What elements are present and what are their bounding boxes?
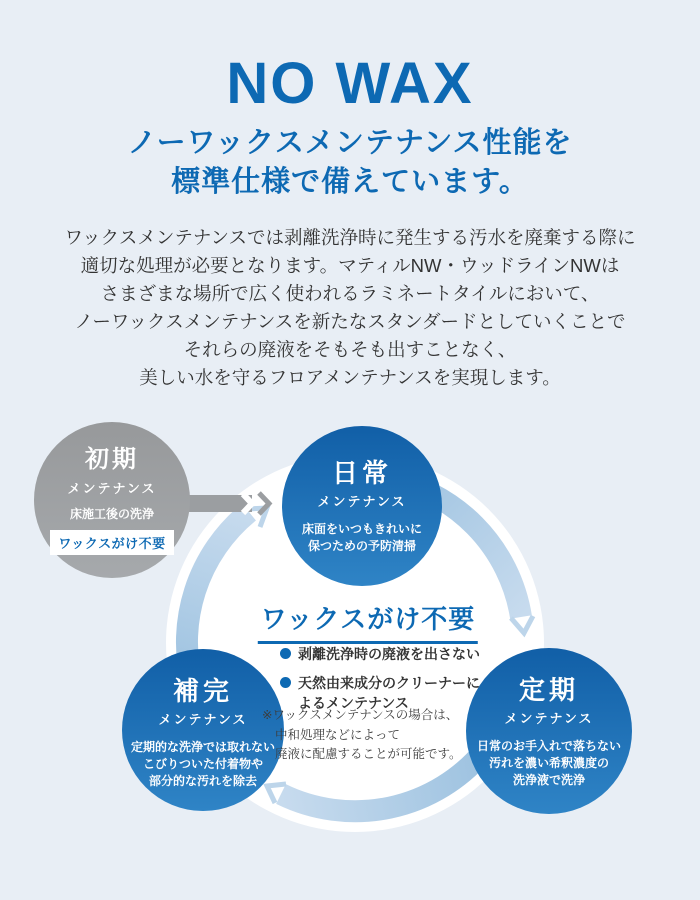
benefit-text: 剥離洗浄時の廃液を出さない — [298, 646, 480, 662]
intro-line: ノーワックスメンテナンスを新たなスタンダードとしていくことで — [74, 311, 626, 332]
desc-line: 保つための予防清掃 — [307, 539, 416, 553]
circle-title: 補完 — [172, 676, 233, 706]
desc-line: 汚れを濃い希釈濃度の — [488, 756, 609, 770]
subtitle-line: ノーワックスメンテナンス性能を — [127, 127, 573, 159]
intro-paragraph — [0, 224, 700, 392]
footnote — [262, 706, 462, 765]
circle-desc: 床施工後の洗浄 — [69, 507, 154, 521]
circle-title: 初期 — [85, 446, 139, 473]
desc-line: こびりついた付着物や — [142, 757, 263, 771]
page-title: NO WAX — [226, 51, 474, 116]
supplement-maintenance-circle — [122, 649, 284, 811]
circle-desc — [282, 521, 442, 555]
intro-line: 適切な処理が必要となります。マティルNW・ウッドラインNWは — [80, 255, 620, 276]
intro-line: 美しい水を守るフロアメンテナンスを実現します。 — [139, 367, 561, 388]
desc-line: 定期的な洗浄では取れない — [130, 740, 275, 754]
circle-subtitle: メンテナンス — [504, 711, 594, 726]
intro-line: ワックスメンテナンスでは剥離洗浄時に発生する汚水を廃棄する際に — [64, 227, 636, 248]
subtitle-line: 標準仕様で備えています。 — [171, 166, 529, 198]
daily-maintenance-circle — [282, 426, 442, 586]
periodic-maintenance-circle — [466, 648, 632, 814]
desc-line: 日常のお手入れで落ちない — [476, 739, 621, 753]
circle-desc — [122, 739, 284, 790]
circle-subtitle: メンテナンス — [317, 494, 407, 509]
footnote-line: ※ワックスメンテナンスの場合は、 — [262, 708, 459, 722]
center-heading: ワックスがけ不要 — [258, 599, 478, 644]
desc-line: 床面をいつもきれいに — [301, 522, 422, 536]
benefit-line: 天然由来成分のクリーナーに — [298, 675, 480, 691]
desc-line: 洗浄液で洗浄 — [512, 773, 585, 787]
circle-desc — [466, 738, 632, 789]
footnote-line: 中和処理などによって — [275, 727, 401, 742]
footnote-line: 廃液に配慮することが可能です。 — [275, 747, 462, 761]
circle-title: 日常 — [331, 458, 392, 488]
bullet-dot-icon — [280, 677, 291, 688]
page-subtitle — [0, 124, 700, 202]
desc-line: 部分的な汚れを除去 — [148, 774, 257, 788]
maintenance-cycle-diagram — [0, 415, 700, 885]
benefit-item — [280, 644, 480, 664]
intro-line: それらの廃液をそもそも出すことなく、 — [183, 339, 517, 360]
circle-subtitle: メンテナンス — [158, 712, 248, 727]
intro-line: さまざまな場所で広く使われるラミネートタイルにおいて、 — [100, 283, 600, 304]
circle-subtitle: メンテナンス — [67, 481, 157, 496]
bullet-dot-icon — [280, 648, 291, 659]
initial-maintenance-circle — [34, 422, 190, 578]
no-wax-badge: ワックスがけ不要 — [50, 530, 173, 555]
circle-title: 定期 — [518, 675, 579, 705]
benefit-line: よるメンテナンス — [298, 695, 409, 711]
